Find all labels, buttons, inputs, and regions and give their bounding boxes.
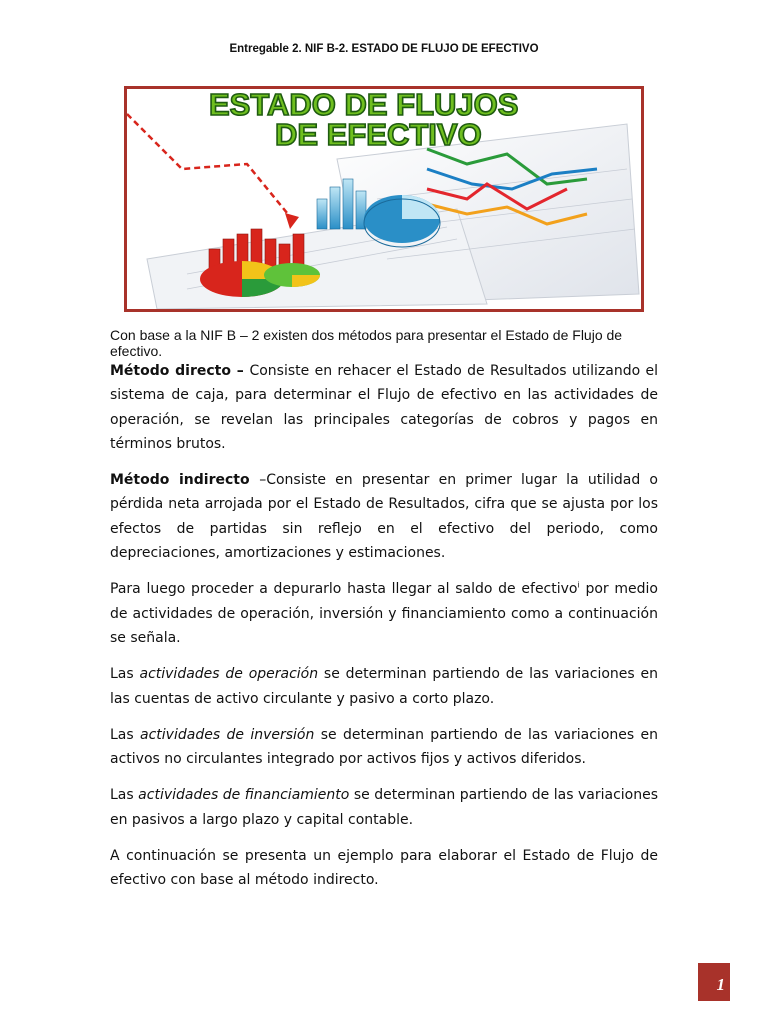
page-number: 1: [698, 963, 730, 999]
banner-title-line1: ESTADO DE FLUJOS: [209, 89, 519, 122]
metodo-indirecto-text: –Consiste en presentar en primer lugar la utilidad o pérdida neta arrojada por el Estado de Resultados, cifra que se ajusta por los efectos de partidas sin reflejo en el efectivo del periodo, como depreciaciones, amortizaciones y estimaciones.: [110, 472, 658, 562]
ejemplo-text: A continuación se presenta un ejemplo para elaborar el Estado de Flujo de efectivo con base al método indirecto.: [110, 848, 658, 889]
operacion-prefix: Las: [110, 666, 140, 683]
paragraph-financiamiento: [110, 783, 658, 832]
inversion-text: se determinan partiendo de las variaciones en activos no circulantes integrado por activos fijos y activos diferidos.: [110, 726, 659, 768]
banner-title-line2: DE EFECTIVO: [275, 117, 482, 152]
document-header: Entregable 2. NIF B-2. ESTADO DE FLUJO DE EFECTIVO: [229, 43, 539, 55]
paragraph-ejemplo: [110, 844, 658, 893]
inversion-emphasis: actividades de inversión: [140, 726, 315, 743]
operacion-text: se determinan partiendo de las variaciones en las cuentas de activo circulante y pasivo a corto plazo.: [110, 666, 658, 707]
footnote-reference[interactable]: i: [577, 580, 580, 590]
page-number-underline: [698, 999, 730, 1001]
paragraph-operacion: [110, 662, 658, 711]
metodo-directo-label: Método directo –: [110, 363, 250, 379]
financiamiento-text: se determinan partiendo de las variaciones en pasivos a largo plazo y capital contable.: [110, 787, 659, 828]
metodo-directo-text: Consiste en rehacer el Estado de Resultados utilizando el sistema de caja, para determinar el Flujo de efectivo en las actividades de operación, se revelan las principales categorías de cobros y pagos en términos brutos.: [110, 363, 658, 452]
intro-text: Con base a la NIF B – 2 existen dos métodos para presentar el Estado de Flujo de efectivo.: [110, 327, 623, 359]
document-body: [110, 359, 658, 905]
cash-flow-illustration: [127, 89, 641, 309]
operacion-emphasis: actividades de operación: [139, 666, 319, 683]
paragraph-metodo-directo: [110, 359, 658, 456]
financiamiento-emphasis: actividades de financiamiento: [138, 787, 350, 804]
paragraph-inversion: [110, 723, 658, 772]
paragraph-metodo-indirecto: [110, 468, 658, 565]
banner-image: [124, 86, 644, 312]
depurar-text-b: por medio de actividades de operación, inversión y financiamiento como a continuación se señala.: [110, 581, 658, 646]
metodo-indirecto-label: Método indirecto: [110, 472, 260, 489]
inversion-prefix: Las: [110, 726, 141, 743]
financiamiento-prefix: Las: [110, 787, 139, 804]
depurar-text-a: Para luego proceder a depurarlo hasta llegar al saldo de efectivo: [110, 581, 578, 598]
paragraph-depurar: [110, 577, 658, 650]
